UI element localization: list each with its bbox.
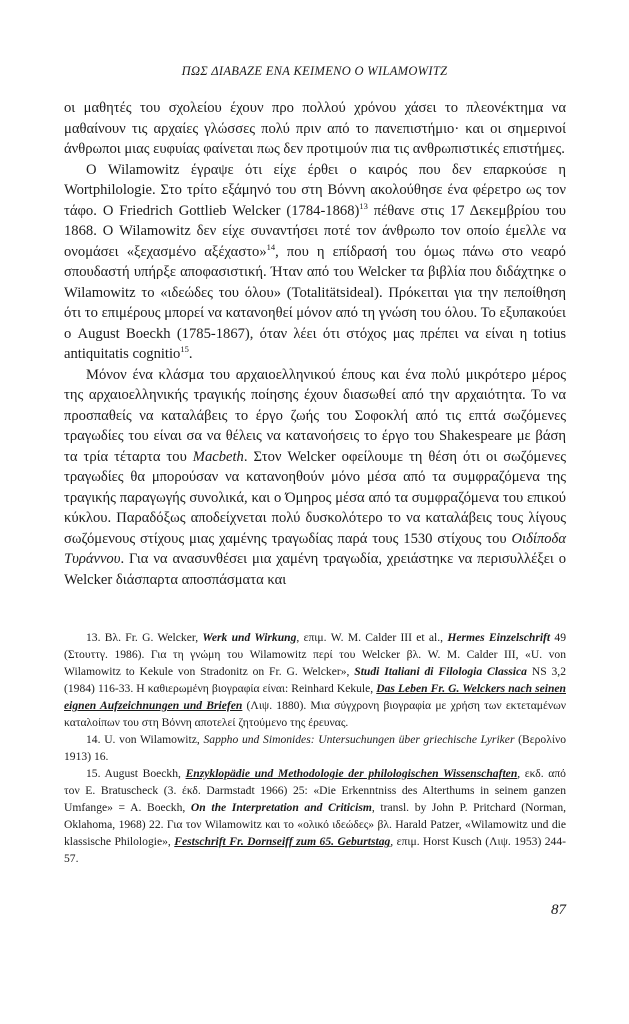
footnote-ref-13: 13 — [359, 200, 368, 211]
footnote-15-text-b: , εκδ. από τον E. Bratuscheck (3. έκδ. Darmstadt 1966) 25: «Die Erkenntniss des Alterthums in seinem ganzen Umfange» = A. Boeckh, — [64, 767, 566, 814]
footnote-13-title-1: Werk und Wirkung — [202, 631, 297, 644]
footnote-13-text-e: (Λιψ. 1880). Μια σύγχρονη βιογραφία με χρήση των εκτεταμένων καταλοίπων του στη Βόννη αποτελεί ζητούμενο της έρευνας. — [64, 699, 566, 729]
footnotes — [64, 629, 566, 867]
paragraph-2-text-c: , που η επίδρασή του όμως πάνω στο νεαρό σπουδαστή υπήρξε αποφασιστική. Ήταν από του Welcker τα βιβλία που διδάχτηκε ο Wilamowitz το «ιδεώδες του όλου» (Totalitätsideal). Πρόκειται για την πεποίθηση ότι το επιμέρους μπορεί να κατανοηθεί μόνον από τη γνώση του όλου. Το εξυπακούει ο August Boeckh (1785-1867), όταν λέει ότι στόχος μας πρέπει να είναι η totius antiquitatis cognitio — [64, 243, 566, 362]
main-text — [64, 98, 566, 590]
footnote-14-text-b: (Βερολίνο 1913) 16. — [64, 733, 566, 763]
paragraph-3 — [64, 365, 566, 591]
footnote-14-text-a: 14. U. von Wilamowitz, — [86, 733, 204, 746]
footnote-14 — [64, 731, 566, 765]
footnote-15-text-a: 15. August Boeckh, — [86, 767, 186, 780]
footnote-15 — [64, 765, 566, 867]
paragraph-1: οι μαθητές του σχολείου έχουν προ πολλού χρόνου χάσει το πλεονέκτημα να μαθαίνουν τις αρχαίες γλώσσες πολύ πριν από το πανεπιστήμιο· και οι σημερινοί άνθρωποι μιας ευφυίας φαίνεται πως δεν προτιμούν πια τις ανθρωπιστικές επιστήμες. — [64, 100, 566, 157]
footnote-13-text-a: 13. Βλ. Fr. G. Welcker, — [86, 631, 203, 644]
footnote-15-text-d: , επιμ. Horst Kusch (Λιψ. 1953) 244-57. — [64, 835, 567, 865]
footnote-15-text-c: , transl. by John P. Pritchard (Norman, Oklahoma, 1968) 22. Για τον Wilamowitz και το «ολικό ιδεώδες» βλ. Harald Patzer, «Wilamowitz und die klassische Philologie», — [64, 801, 567, 848]
footnote-15-title-1: Enzyklopädie und Methodologie der philologischen Wissenschaften — [185, 767, 518, 780]
running-head: ΠΩΣ ΔΙΑΒΑΖΕ ΕΝΑ ΚΕΙΜΕΝΟ Ο WILAMOWITZ — [181, 64, 448, 78]
page-number: 87 — [551, 902, 566, 918]
paragraph-3-text-c: . Για να ανασυνθέσει μια χαμένη τραγωδία, χρειάστηκε να περισυλλέξει ο Welcker διάσπαρτα αποσπάσματα και — [64, 551, 566, 588]
paragraph-2-text-a: Ο Wilamowitz έγραψε ότι είχε έρθει ο καιρός που δεν επαρκούσε η Wortphilologie. Στο τρίτο εξάμηνό του στη Βόννη ακολούθησε ένα φέρετρο ως τον τάφο. Ο Friedrich Gottlieb Welcker (1784-1868) — [64, 161, 566, 219]
footnote-13-text-b: , επιμ. W. M. Calder III et al., — [296, 631, 448, 644]
footnote-13-title-4: Das Leben Fr. G. Welckers nach seinen eignen Aufzeichnungen und Briefen — [64, 682, 566, 712]
footnote-14-title: Sappho und Simonides: Untersuchungen über griechische Lyriker — [203, 733, 515, 746]
footnote-15-title-3: Festschrift Fr. Dornseiff zum 65. Geburtstag — [174, 835, 391, 848]
paragraph-3-text-a: Μόνον ένα κλάσμα του αρχαιοελληνικού έπους και ένα πολύ μικρότερο μέρος της αρχαιοελληνικής τραγικής ποίησης έχουν διασωθεί από την αρχαιότητα. Το να προσπαθείς να καταλάβεις το έργο ζωής του Σοφοκλή από τις επτά σωζόμενες τραγωδίες του είναι σα να θέλεις να κατανοήσεις το έργο του Shakespeare με βάση τα τρία τέταρτα του — [64, 366, 566, 465]
footnote-13-text-d: NS 3,2 (1984) 116-33. Η καθιερωμένη βιογραφία είναι: Reinhard Kekule, — [64, 665, 566, 695]
footnote-13-title-2: Hermes Einzelschrift — [447, 631, 551, 644]
footnote-ref-14: 14 — [266, 241, 276, 252]
footnote-13-text-c: 49 (Στουττγ. 1986). Για τη γνώμη του Wilamowitz περί του Welcker βλ. W. M. Calder III, «U. von Wilamowitz to Kekule von Stradonitz on Fr. G. Welcker», — [64, 631, 566, 678]
footnote-15-title-2: On the Interpretation and Criticism — [190, 801, 372, 814]
footnote-13-title-3: Studi Italiani di Filologia Classica — [354, 665, 527, 678]
title-macbeth: Macbeth — [192, 448, 244, 465]
title-oidipous: Οιδίποδα Τυράννου — [64, 530, 566, 567]
paragraph-3-text-b: . Στον Welcker οφείλουμε τη θέση ότι οι σωζόμενες τραγωδίες θα μπορούσαν να κατανοηθούν μόνο μέσα από τα συμφραζόμενα της τραγικής παραγωγής συνολικά, και ο Όμηρος μέσα από τα συμφραζόμενα του επικού κύκλου. Παραδόξως αποδείχνεται πολύ δυσκολότερο το να καταλάβεις τους λίγους σωζόμενους στίχους μιας χαμένης τραγωδίας παρά τους 1530 στίχους του — [64, 448, 566, 547]
paragraph-2 — [64, 160, 566, 365]
paragraph-2-text-d: . — [188, 346, 193, 362]
footnote-13 — [64, 629, 566, 731]
paragraph-2-text-b: πέθανε στις 17 Δεκεμβρίου του 1868. Ο Wilamowitz δεν είχε συναντήσει ποτέ τον άνθρωπο τον οποίο έμελλε να ονομάσει «ξεχασμένο αξέχαστο» — [64, 202, 566, 260]
footnote-ref-15: 15 — [180, 344, 189, 355]
